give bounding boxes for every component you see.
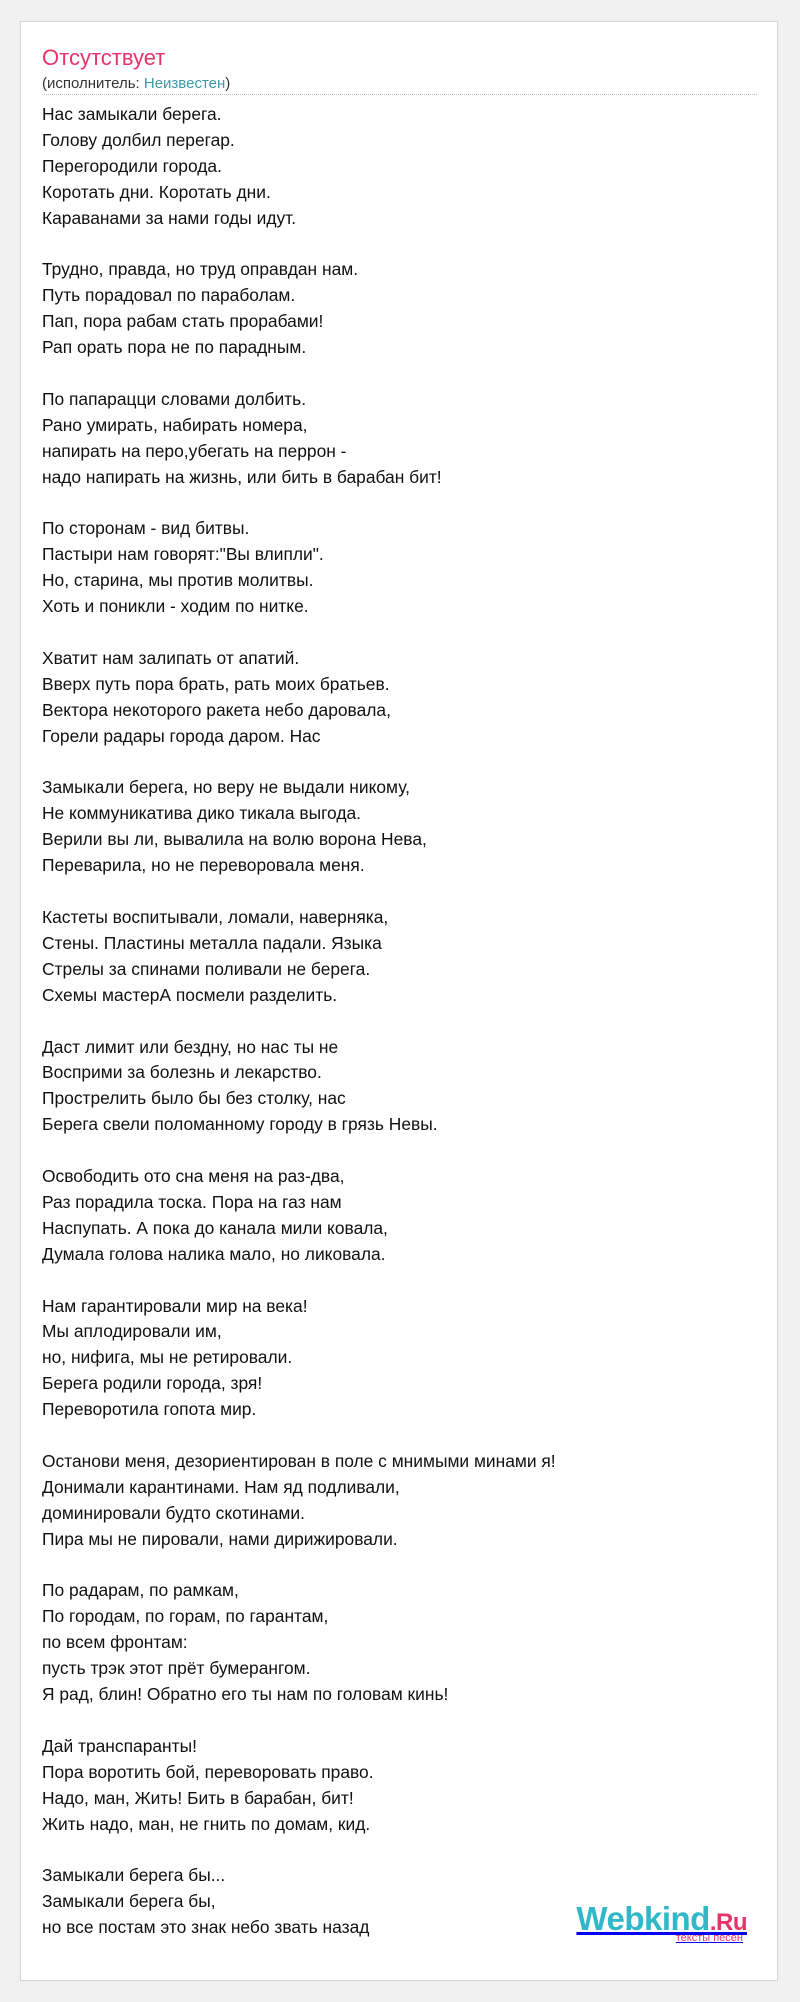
lyric-line: Освободить ото сна меня на раз-два,	[42, 1166, 345, 1187]
lyric-line: Переварила, но не переворовала меня.	[42, 855, 365, 876]
lyrics-stanza	[42, 646, 757, 750]
lyric-line: По папарацци словами долбить.	[42, 388, 307, 409]
lyric-line: Стены. Пластины металла падали. Языка	[42, 932, 382, 953]
lyric-line: Путь порадовал по параболам.	[42, 285, 296, 306]
logo-tagline: тексты песен	[675, 1932, 743, 1944]
lyric-line: Хватит нам залипать от апатий.	[42, 647, 300, 668]
lyrics-stanza	[42, 1035, 757, 1139]
lyrics-stanza	[42, 775, 757, 879]
artist-link[interactable]: Неизвестен	[143, 75, 226, 92]
lyric-line: По сторонам - вид битвы.	[42, 518, 250, 539]
lyric-line: Стрелы за спинами поливали не берега.	[42, 958, 371, 979]
lyric-line: Переворотила гопота мир.	[42, 1399, 257, 1420]
lyric-line: Пира мы не пировали, нами дирижировали.	[42, 1528, 398, 1549]
lyrics-text	[42, 102, 757, 1941]
lyric-line: по всем фронтам:	[42, 1632, 188, 1653]
lyrics-stanza	[42, 1734, 757, 1838]
lyric-line: Верили вы ли, вывалила на волю ворона Нева,	[42, 829, 427, 850]
lyric-line: Жить надо, ман, не гнить по домам, кид.	[42, 1813, 371, 1834]
lyrics-stanza	[42, 905, 757, 1009]
lyrics-stanza	[42, 257, 757, 361]
lyric-line: но все постам это знак небо звать назад	[42, 1917, 370, 1938]
title-divider	[42, 94, 757, 95]
lyric-line: Надо, ман, Жить! Бить в барабан, бит!	[42, 1787, 354, 1808]
lyric-line: Вектора некоторого ракета небо даровала,	[42, 699, 391, 720]
lyric-line: пусть трэк этот прёт бумерангом.	[42, 1658, 311, 1679]
lyric-line: Донимали карантинами. Нам яд подливали,	[42, 1476, 400, 1497]
lyric-line: Берега родили города, зря!	[42, 1373, 263, 1394]
lyrics-stanza	[42, 1164, 757, 1268]
lyric-line: Замыкали берега, но веру не выдали никому,	[42, 777, 410, 798]
lyric-line: Пап, пора рабам стать прорабами!	[42, 311, 324, 332]
lyric-line: Не коммуникатива дико тикала выгода.	[42, 803, 361, 824]
lyrics-stanza	[42, 387, 757, 491]
lyrics-stanza	[42, 1578, 757, 1708]
lyric-line: Перегородили города.	[42, 155, 222, 176]
lyric-line: Нам гарантировали мир на века!	[42, 1295, 308, 1316]
artist-prefix: (исполнитель:	[42, 75, 144, 92]
lyric-line: Но, старина, мы против молитвы.	[42, 570, 314, 591]
lyric-line: Пастыри нам говорят:"Вы влипли".	[42, 544, 324, 565]
lyric-line: Я рад, блин! Обратно его ты нам по головам кинь!	[42, 1684, 449, 1705]
lyric-line: надо напирать на жизнь, или бить в барабан бит!	[42, 466, 442, 487]
lyric-line: Кастеты воспитывали, ломали, наверняка,	[42, 907, 389, 927]
lyrics-stanza	[42, 1449, 757, 1553]
lyric-line: Замыкали берега бы,	[42, 1891, 216, 1912]
lyrics-stanza	[42, 102, 757, 232]
lyric-line: Наспупать. А пока до канала мили ковала,	[42, 1217, 388, 1238]
lyric-line: Дай транспаранты!	[42, 1735, 197, 1756]
lyric-line: доминировали будто скотинами.	[42, 1502, 305, 1523]
lyric-line: Трудно, правда, но труд оправдан нам.	[42, 259, 359, 280]
song-title: Отсутствует	[42, 45, 166, 70]
lyric-line: напирать на перо,убегать на перрон -	[42, 440, 347, 461]
lyric-line: Вверх путь пора брать, рать моих братьев.	[42, 673, 390, 694]
lyric-line: Голову долбил перегар.	[42, 129, 235, 150]
lyric-line: Схемы мастерА посмели разделить.	[42, 984, 338, 1005]
lyric-line: Берега свели поломанному городу в грязь Невы.	[42, 1114, 438, 1135]
lyric-line: Пора воротить бой, переворовать право.	[42, 1761, 374, 1782]
lyrics-stanza	[42, 516, 757, 620]
lyric-line: Раз порадила тоска. Пора на газ нам	[42, 1191, 342, 1212]
lyric-line: По городам, по горам, по гарантам,	[42, 1606, 329, 1627]
lyric-line: Рап орать пора не по парадным.	[42, 337, 307, 358]
logo-tld: .Ru	[709, 1909, 747, 1936]
lyrics-stanza	[42, 1294, 757, 1424]
artist-line	[42, 74, 230, 94]
lyric-line: Восприми за болезнь и лекарство.	[42, 1062, 322, 1083]
lyric-line: Замыкали берега бы...	[42, 1865, 226, 1886]
artist-suffix: )	[225, 75, 231, 92]
site-logo[interactable]	[576, 1902, 747, 1944]
lyric-line: По радарам, по рамкам,	[42, 1580, 239, 1601]
lyric-line: Прострелить было бы без столку, нас	[42, 1088, 346, 1109]
lyric-line: Горели радары города даром. Нас	[42, 725, 321, 746]
lyric-line: Рано умирать, набирать номера,	[42, 414, 308, 435]
logo-name: Webkind	[576, 1900, 710, 1937]
lyric-line: Мы аплодировали им,	[42, 1321, 222, 1342]
lyric-line: Даст лимит или бездну, но нас ты не	[42, 1036, 339, 1057]
lyric-line: Нас замыкали берега.	[42, 104, 222, 124]
lyric-line: Останови меня, дезориентирован в поле с мнимыми минами я!	[42, 1450, 556, 1471]
lyric-line: Хоть и поникли - ходим по нитке.	[42, 596, 309, 617]
lyric-line: Караванами за нами годы идут.	[42, 207, 297, 228]
lyric-line: но, нифига, мы не ретировали.	[42, 1347, 293, 1368]
lyrics-card	[20, 21, 778, 1981]
lyric-line: Думала голова налика мало, но ликовала.	[42, 1243, 386, 1264]
lyric-line: Коротать дни. Коротать дни.	[42, 181, 271, 202]
logo-wordmark	[576, 1902, 747, 1935]
